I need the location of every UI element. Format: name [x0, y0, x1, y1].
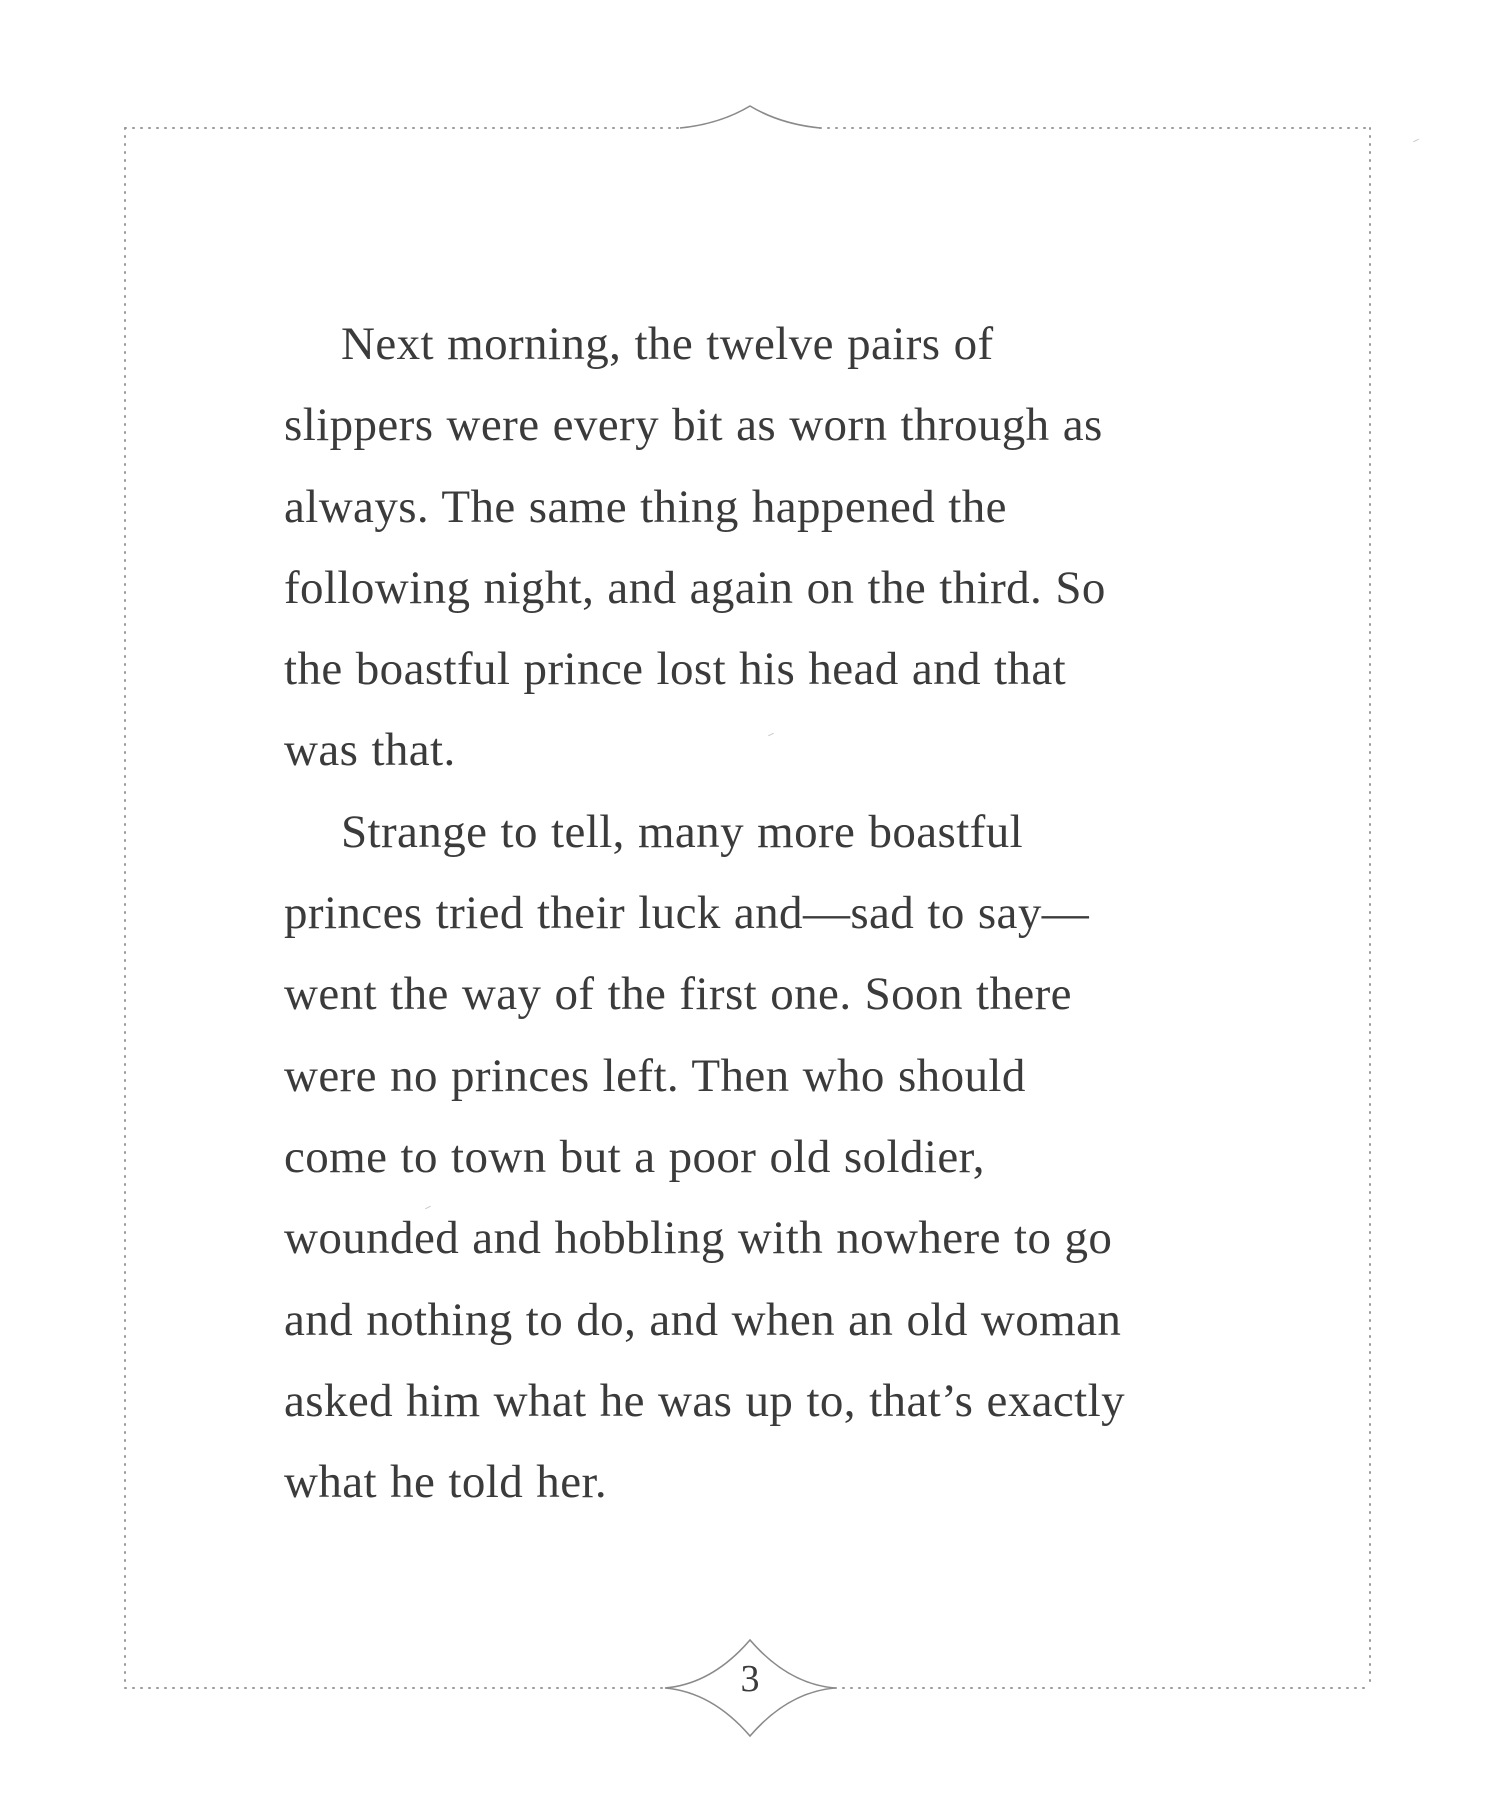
paragraph-1	[284, 304, 1224, 792]
text-line: slippers were every bit as worn through as	[284, 399, 1103, 452]
text-line: following night, and again on the third. So	[284, 561, 1106, 614]
text-line: Strange to tell, many more boastful	[341, 805, 1024, 858]
text-line: always. The same thing happened the	[284, 480, 1007, 533]
text-line: come to town but a poor old soldier,	[284, 1130, 985, 1183]
text-line: and nothing to do, and when an old woman	[284, 1293, 1122, 1346]
text-line: wounded and hobbling with nowhere to go	[284, 1212, 1113, 1265]
story-text	[284, 304, 1224, 1523]
paragraph-2	[284, 792, 1224, 1524]
text-line: asked him what he was up to, that’s exactly	[284, 1374, 1125, 1427]
text-line: were no princes left. Then who should	[284, 1049, 1026, 1102]
text-line: Next morning, the twelve pairs of	[341, 318, 994, 370]
text-line: went the way of the first one. Soon there	[284, 968, 1072, 1021]
page-number: 3	[740, 1658, 760, 1700]
text-line: was that.	[284, 724, 456, 777]
text-line: the boastful prince lost his head and that	[284, 643, 1067, 696]
text-line: what he told her.	[284, 1456, 608, 1509]
text-line: princes tried their luck and—sad to say—	[284, 887, 1090, 940]
top-peak-ornament	[680, 106, 820, 128]
